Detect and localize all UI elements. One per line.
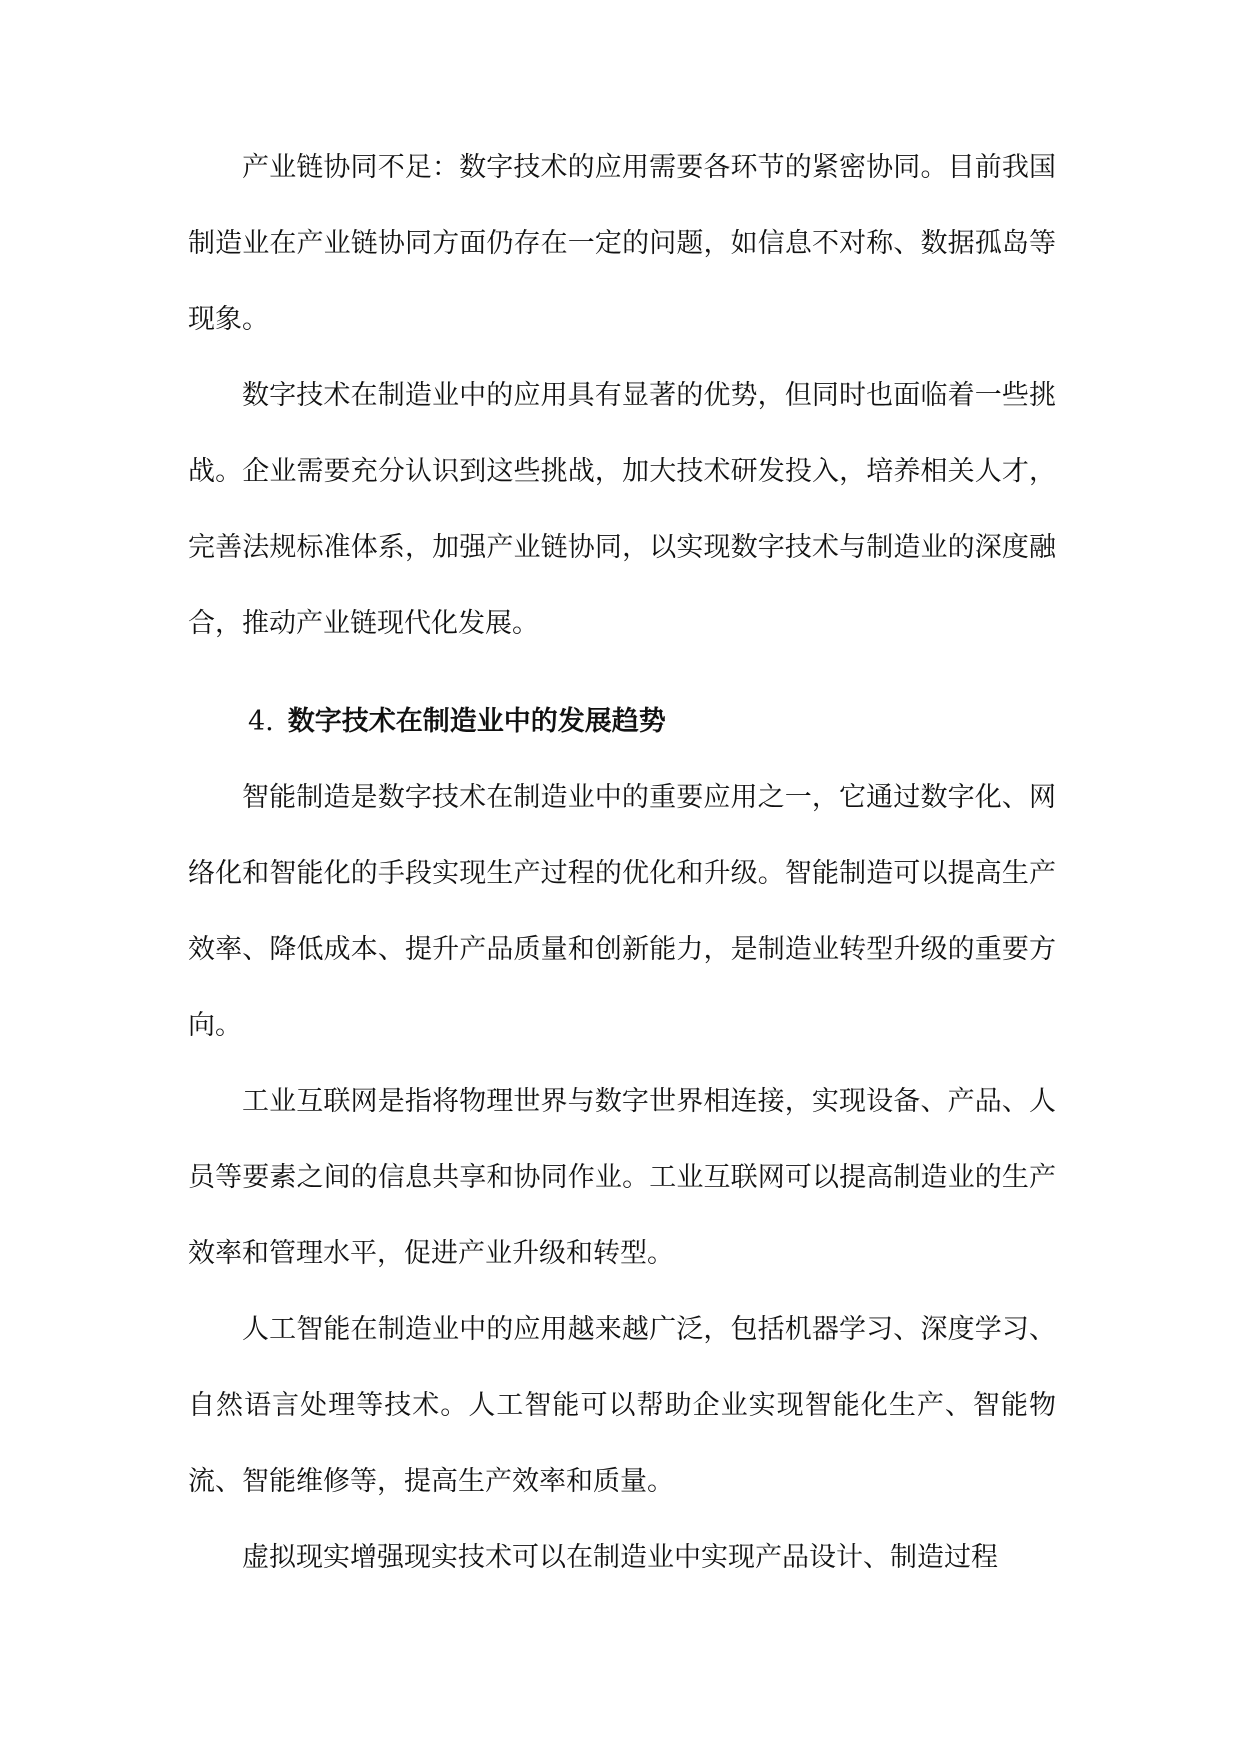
- section-number: 4.: [248, 706, 274, 737]
- paragraph-artificial-intelligence: 人工智能在制造业中的应用越来越广泛，包括机器学习、深度学习、自然语言处理等技术。人工智能可以帮助企业实现智能化生产、智能物流、智能维修等，提高生产效率和质量。: [188, 1314, 1056, 1497]
- section-title: 数字技术在制造业中的发展趋势: [287, 706, 666, 737]
- paragraph-smart-manufacturing: 智能制造是数字技术在制造业中的重要应用之一，它通过数字化、网络化和智能化的手段实现生产过程的优化和升级。智能制造可以提高生产效率、降低成本、提升产品质量和创新能力，是制造业转型升级的重要方向。: [188, 782, 1056, 1041]
- paragraph-supply-chain-collaboration: 产业链协同不足：数字技术的应用需要各环节的紧密协同。目前我国制造业在产业链协同方面仍存在一定的问题，如信息不对称、数据孤岛等现象。: [188, 152, 1056, 335]
- paragraph-industrial-internet: 工业互联网是指将物理世界与数字世界相连接，实现设备、产品、人员等要素之间的信息共享和协同作业。工业互联网可以提高制造业的生产效率和管理水平，促进产业升级和转型。: [188, 1086, 1056, 1269]
- section-heading: [188, 684, 1056, 760]
- paragraph-advantages-challenges: 数字技术在制造业中的应用具有显著的优势，但同时也面临着一些挑战。企业需要充分认识到这些挑战，加大技术研发投入，培养相关人才，完善法规标准体系，加强产业链协同，以实现数字技术与制造业的深度融合，推动产业链现代化发展。: [188, 380, 1056, 639]
- paragraph-vr-ar: 虚拟现实增强现实技术可以在制造业中实现产品设计、制造过程: [242, 1542, 998, 1573]
- document-body: [188, 130, 1056, 1596]
